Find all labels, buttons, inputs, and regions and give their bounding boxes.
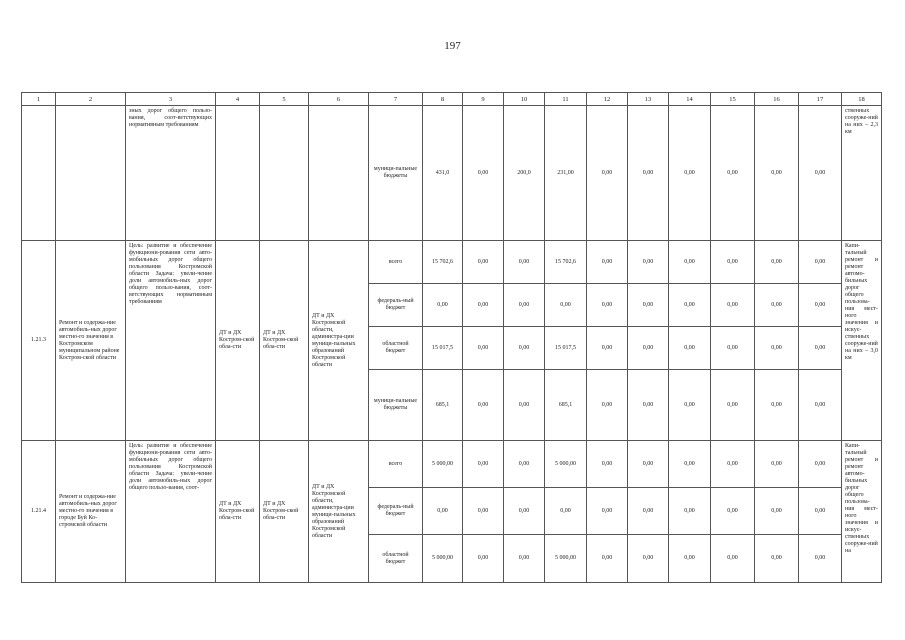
participants-cell: ДТ и ДХ Костромской области, администра-ции муници-пальных образований Костромской области	[309, 441, 369, 583]
value-cell: 0,00	[423, 488, 463, 535]
header-cell: 1	[22, 93, 56, 106]
value-cell: 0,00	[669, 441, 711, 488]
value-cell: 0,00	[628, 370, 669, 441]
goal-cell: зных дорог общего пользо-вания, соот-ветствующих нормативным требованиям	[126, 106, 216, 241]
header-cell: 9	[463, 93, 504, 106]
funding-row	[22, 441, 882, 488]
value-cell: 0,00	[587, 327, 628, 370]
value-cell: 5 000,00	[423, 535, 463, 583]
funding-source: федераль-ный бюджет	[369, 284, 423, 327]
value-cell: 0,00	[799, 106, 842, 241]
value-cell: 0,00	[504, 535, 545, 583]
value-cell: 0,00	[669, 106, 711, 241]
value-cell: 0,00	[504, 284, 545, 327]
value-cell: 0,00	[711, 370, 755, 441]
value-cell: 0,00	[799, 241, 842, 284]
value-cell: 0,00	[799, 535, 842, 583]
value-cell: 0,00	[587, 535, 628, 583]
value-cell: 0,00	[669, 327, 711, 370]
value-cell: 0,00	[463, 441, 504, 488]
value-cell: 0,00	[711, 284, 755, 327]
value-cell: 15 702,6	[423, 241, 463, 284]
value-cell: 0,00	[799, 370, 842, 441]
header-cell: 6	[309, 93, 369, 106]
empty-cell	[309, 106, 369, 241]
value-cell: 0,00	[587, 488, 628, 535]
value-cell: 15 017,5	[423, 327, 463, 370]
value-cell: 0,00	[587, 106, 628, 241]
value-cell: 0,00	[628, 441, 669, 488]
executor-cell: ДТ и ДХ Костром-ской обла-сти	[216, 241, 260, 441]
value-cell: 5 000,00	[545, 441, 587, 488]
funding-source: муници-пальные бюджеты	[369, 370, 423, 441]
value-cell: 231,00	[545, 106, 587, 241]
header-cell: 4	[216, 93, 260, 106]
value-cell: 0,00	[799, 327, 842, 370]
value-cell: 0,00	[711, 441, 755, 488]
value-cell: 0,00	[504, 441, 545, 488]
value-cell: 0,00	[463, 370, 504, 441]
value-cell: 0,00	[669, 241, 711, 284]
item-number: 1.21.4	[22, 441, 56, 583]
value-cell: 15 702,6	[545, 241, 587, 284]
empty-cell	[216, 106, 260, 241]
value-cell: 0,00	[545, 488, 587, 535]
value-cell: 0,00	[504, 241, 545, 284]
item-number: 1.21.3	[22, 241, 56, 441]
header-row	[22, 93, 882, 106]
header-cell: 8	[423, 93, 463, 106]
value-cell: 0,00	[669, 284, 711, 327]
value-cell: 685,1	[545, 370, 587, 441]
funding-source: всего	[369, 241, 423, 284]
value-cell: 0,00	[755, 327, 799, 370]
value-cell: 0,00	[711, 106, 755, 241]
value-cell: 0,00	[711, 488, 755, 535]
header-cell: 5	[260, 93, 309, 106]
participants-cell: ДТ и ДХ Костромской области, администра-ции муници-пальных образований Костромской области	[309, 241, 369, 441]
header-cell: 10	[504, 93, 545, 106]
empty-cell	[56, 106, 126, 241]
value-cell: 0,00	[628, 535, 669, 583]
value-cell: 0,00	[628, 241, 669, 284]
value-cell: 0,00	[755, 535, 799, 583]
value-cell: 0,00	[755, 441, 799, 488]
result-cell: Капи-тальный ремонт и ремонт автомо-бильных дорог общего пользова-ния мест-ного значения и искус-ственных сооруже-ний на них – 3,0 км	[842, 241, 882, 441]
measure-name: Ремонт и содержа-ние автомобиль-ных дорог местно-го значения в Костромском муниципальном районе Костром-ской области	[56, 241, 126, 441]
value-cell: 685,1	[423, 370, 463, 441]
value-cell: 0,00	[799, 441, 842, 488]
value-cell: 0,00	[587, 441, 628, 488]
header-cell: 16	[755, 93, 799, 106]
result-cell: Капи-тальный ремонт и ремонт автомо-бильных дорог общего пользова-ния мест-ного значения и искус-ственных сооруже-ний на	[842, 441, 882, 583]
goal-cell: Цель: развитие и обеспечение функциони-рования сети авто-мобильных дорог общего пользования Костромской области Задача: увели-чение доли автомобиль-ных дорог общего пользо-вания, соот-ветствующих нормативным требованиям	[126, 241, 216, 441]
value-cell: 0,00	[504, 327, 545, 370]
header-cell: 7	[369, 93, 423, 106]
value-cell: 0,00	[755, 106, 799, 241]
executor-cell: ДТ и ДХ Костром-ской обла-сти	[216, 441, 260, 583]
value-cell: 0,00	[755, 241, 799, 284]
page-number: 197	[444, 40, 461, 52]
empty-cell	[260, 106, 309, 241]
value-cell: 0,00	[463, 241, 504, 284]
funding-source: областной бюджет	[369, 327, 423, 370]
executor-cell: ДТ и ДХ Костром-ской обла-сти	[260, 441, 309, 583]
value-cell: 0,00	[545, 284, 587, 327]
value-cell: 0,00	[463, 488, 504, 535]
continued-row	[22, 106, 882, 241]
value-cell: 0,00	[755, 370, 799, 441]
value-cell: 0,00	[463, 327, 504, 370]
executor-cell: ДТ и ДХ Костром-ской обла-сти	[260, 241, 309, 441]
value-cell: 0,00	[799, 488, 842, 535]
funding-source: муници-пальные бюджеты	[369, 106, 423, 241]
funding-row	[22, 241, 882, 284]
value-cell: 0,00	[711, 327, 755, 370]
value-cell: 0,00	[463, 535, 504, 583]
funding-source: областной бюджет	[369, 535, 423, 583]
value-cell: 0,00	[755, 488, 799, 535]
value-cell: 0,00	[504, 370, 545, 441]
header-cell: 2	[56, 93, 126, 106]
value-cell: 0,00	[711, 535, 755, 583]
header-cell: 11	[545, 93, 587, 106]
program-table	[21, 92, 882, 583]
value-cell: 0,00	[755, 284, 799, 327]
funding-source: всего	[369, 441, 423, 488]
value-cell: 0,00	[463, 284, 504, 327]
value-cell: 0,00	[463, 106, 504, 241]
value-cell: 5 000,00	[423, 441, 463, 488]
value-cell: 0,00	[711, 241, 755, 284]
value-cell: 0,00	[587, 284, 628, 327]
header-cell: 12	[587, 93, 628, 106]
measure-name: Ремонт и содержа-ние автомобиль-ных дорог местно-го значения в городе Буй Ко-стромской области	[56, 441, 126, 583]
value-cell: 15 017,5	[545, 327, 587, 370]
value-cell: 0,00	[628, 284, 669, 327]
value-cell: 0,00	[669, 535, 711, 583]
header-cell: 3	[126, 93, 216, 106]
value-cell: 5 000,00	[545, 535, 587, 583]
result-cell: ственных сооруже-ний на них – 2,3 км	[842, 106, 882, 241]
value-cell: 0,00	[628, 327, 669, 370]
funding-source: федераль-ный бюджет	[369, 488, 423, 535]
value-cell: 0,00	[799, 284, 842, 327]
header-cell: 17	[799, 93, 842, 106]
value-cell: 0,00	[423, 284, 463, 327]
goal-cell: Цель: развитие и обеспечение функциони-рования сети авто-мобильных дорог общего пользования Костромской области Задача: увели-чение доли автомобиль-ных дорог общего пользо-вания, соот-	[126, 441, 216, 583]
header-cell: 14	[669, 93, 711, 106]
value-cell: 431,0	[423, 106, 463, 241]
value-cell: 0,00	[669, 370, 711, 441]
value-cell: 0,00	[504, 488, 545, 535]
value-cell: 0,00	[587, 370, 628, 441]
empty-cell	[22, 106, 56, 241]
value-cell: 0,00	[628, 106, 669, 241]
value-cell: 0,00	[669, 488, 711, 535]
header-cell: 18	[842, 93, 882, 106]
header-cell: 13	[628, 93, 669, 106]
value-cell: 200,0	[504, 106, 545, 241]
value-cell: 0,00	[587, 241, 628, 284]
header-cell: 15	[711, 93, 755, 106]
value-cell: 0,00	[628, 488, 669, 535]
